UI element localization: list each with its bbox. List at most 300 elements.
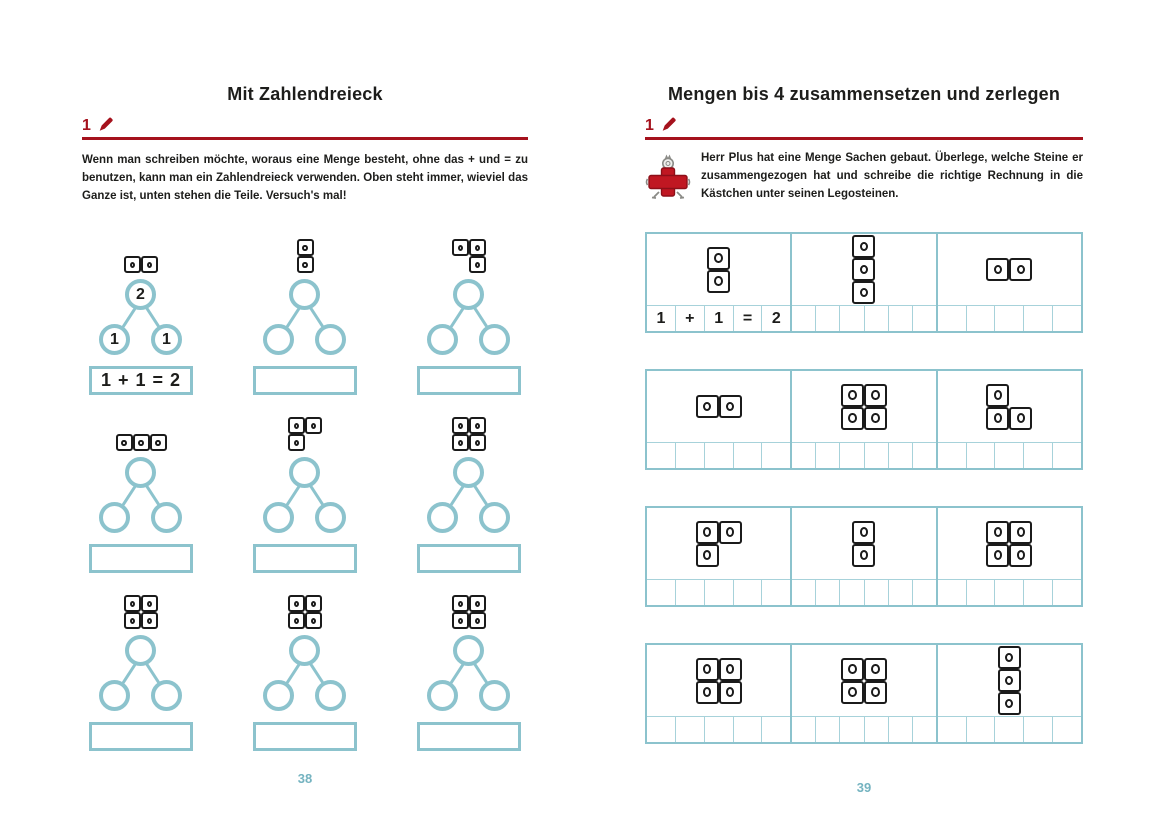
number-triangle-exercise: [246, 587, 364, 751]
answer-strip: [647, 716, 790, 742]
answer-square[interactable]: 2: [761, 306, 790, 331]
answer-strip: [792, 579, 935, 605]
answer-box[interactable]: [253, 366, 357, 396]
triangle-top-circle[interactable]: [289, 457, 320, 488]
stud-icon: [294, 423, 300, 430]
stud-icon: [871, 413, 879, 423]
brick-unit: [707, 270, 730, 293]
lego-brick-icon: [297, 239, 314, 273]
stud-icon: [475, 262, 481, 269]
triangle-line: [286, 662, 302, 684]
answer-square[interactable]: [1052, 717, 1081, 742]
answer-square[interactable]: [912, 443, 936, 468]
pencil-icon: [660, 115, 678, 133]
answer-square[interactable]: [815, 306, 839, 331]
page-number-right: 39: [856, 780, 872, 795]
brick-unit: [852, 521, 875, 544]
triangle-top-circle[interactable]: [289, 279, 320, 310]
answer-square[interactable]: [733, 717, 762, 742]
triangle-line: [450, 306, 466, 328]
answer-square[interactable]: [938, 306, 966, 331]
lego-picture: [792, 234, 935, 305]
answer-square[interactable]: [888, 443, 912, 468]
brick-unit: [852, 544, 875, 567]
stud-icon: [1005, 653, 1013, 663]
stud-icon: [475, 440, 481, 447]
triangle-top-circle[interactable]: [453, 279, 484, 310]
answer-box[interactable]: [89, 544, 193, 574]
brick-unit: [124, 595, 141, 612]
stud-icon: [714, 276, 722, 286]
answer-square[interactable]: [994, 717, 1023, 742]
page-left: [82, 84, 528, 786]
triangle-right-circle[interactable]: [479, 680, 510, 711]
brick-unit: [696, 544, 719, 567]
answer-square[interactable]: [675, 717, 704, 742]
triangle-right-circle[interactable]: [151, 502, 182, 533]
brick-unit: [452, 239, 469, 256]
brick-unit: [452, 595, 469, 612]
lego-brick-icon: [696, 658, 742, 704]
triangle-left-circle[interactable]: 1: [99, 324, 130, 355]
answer-box[interactable]: [89, 722, 193, 752]
answer-square[interactable]: [647, 443, 675, 468]
stud-icon: [475, 618, 481, 625]
number-triangle: [421, 279, 517, 355]
brick-slot: [297, 231, 314, 273]
brick-slot: [124, 587, 158, 629]
answer-box[interactable]: [417, 544, 521, 574]
lego-brick-icon: [707, 247, 730, 293]
number-triangle: [93, 279, 189, 355]
lego-cell: [790, 645, 935, 742]
answer-square[interactable]: [761, 580, 790, 605]
brick-unit: [288, 417, 305, 434]
triangle-line: [286, 484, 302, 506]
answer-square[interactable]: [792, 443, 815, 468]
lego-cell: [936, 234, 1081, 331]
lego-cell: [790, 234, 935, 331]
brick-unit: [852, 258, 875, 281]
brick-unit: [998, 646, 1021, 669]
answer-square[interactable]: [994, 580, 1023, 605]
answer-square[interactable]: [839, 306, 863, 331]
answer-box[interactable]: [417, 722, 521, 752]
answer-square[interactable]: [792, 717, 815, 742]
answer-square[interactable]: [761, 443, 790, 468]
brick-unit: [469, 434, 486, 451]
lego-cell: [790, 508, 935, 605]
answer-square[interactable]: [733, 580, 762, 605]
number-triangle-exercise: [410, 587, 528, 751]
answer-square[interactable]: [966, 717, 995, 742]
answer-box[interactable]: [253, 722, 357, 752]
brick-unit: [998, 692, 1021, 715]
triangle-line: [450, 484, 466, 506]
triangle-right-circle[interactable]: [479, 502, 510, 533]
number-triangle-exercise: [82, 231, 200, 395]
answer-square[interactable]: [647, 580, 675, 605]
triangle-top-circle[interactable]: [125, 457, 156, 488]
answer-square[interactable]: [994, 443, 1023, 468]
stud-icon: [994, 550, 1002, 560]
answer-square[interactable]: =: [733, 306, 762, 331]
lego-picture: [938, 508, 1081, 579]
answer-square[interactable]: [938, 580, 966, 605]
answer-box[interactable]: 1 + 1 = 2: [89, 366, 193, 396]
brick-unit: [986, 384, 1009, 407]
stud-icon: [726, 527, 734, 537]
answer-box[interactable]: [253, 544, 357, 574]
triangle-top-circle[interactable]: [453, 635, 484, 666]
answer-square[interactable]: [864, 717, 888, 742]
stud-icon: [994, 413, 1002, 423]
stud-icon: [848, 687, 856, 697]
number-triangle-exercise: [410, 409, 528, 573]
triangle-right-circle[interactable]: 1: [151, 324, 182, 355]
lego-brick-icon: [986, 521, 1032, 567]
page-number-left: 38: [297, 771, 313, 787]
stud-icon: [1017, 550, 1025, 560]
stud-icon: [703, 664, 711, 674]
brick-unit: [1009, 544, 1032, 567]
answer-square[interactable]: [839, 717, 863, 742]
brick-unit: [305, 417, 322, 434]
stud-icon: [994, 390, 1002, 400]
brick-unit: [986, 544, 1009, 567]
stud-icon: [458, 423, 464, 430]
lego-brick-icon: [986, 258, 1032, 281]
brick-unit: [305, 595, 322, 612]
triangle-left-circle[interactable]: [427, 502, 458, 533]
stud-icon: [302, 245, 308, 252]
exercise-number: 1: [82, 117, 91, 134]
stud-icon: [871, 687, 879, 697]
stud-icon: [294, 601, 300, 608]
number-triangle-grid: [82, 231, 528, 751]
page-title: Mengen bis 4 zusammensetzen und zerlegen: [667, 84, 1061, 104]
brick-unit: [1009, 521, 1032, 544]
answer-square[interactable]: [938, 717, 966, 742]
triangle-left-circle[interactable]: [99, 502, 130, 533]
brick-unit: [469, 417, 486, 434]
answer-strip: [938, 442, 1081, 468]
number-triangle-exercise: [246, 409, 364, 573]
lego-brick-icon: [841, 658, 887, 704]
stud-icon: [475, 245, 481, 252]
answer-square[interactable]: [675, 580, 704, 605]
brick-unit: [469, 256, 486, 273]
triangle-left-circle[interactable]: [427, 680, 458, 711]
answer-square[interactable]: [792, 580, 815, 605]
lego-picture: [647, 645, 790, 716]
lego-brick-icon: [986, 384, 1032, 430]
triangle-left-circle[interactable]: [263, 680, 294, 711]
answer-square[interactable]: [864, 306, 888, 331]
brick-unit: [998, 669, 1021, 692]
brick-unit: [841, 407, 864, 430]
answer-strip: [792, 716, 935, 742]
brick-unit: [719, 521, 742, 544]
answer-square[interactable]: +: [675, 306, 704, 331]
stud-icon: [147, 262, 153, 269]
stud-icon: [703, 527, 711, 537]
triangle-top-circle[interactable]: 2: [125, 279, 156, 310]
brick-unit: [719, 395, 742, 418]
stud-icon: [848, 413, 856, 423]
answer-strip: [938, 579, 1081, 605]
answer-square[interactable]: [912, 717, 936, 742]
stud-icon: [458, 245, 464, 252]
lego-brick-icon: [452, 417, 486, 451]
herr-plus-icon: [645, 152, 691, 204]
brick-unit: [469, 239, 486, 256]
stud-icon: [1005, 676, 1013, 686]
lego-brick-icon: [852, 521, 875, 567]
answer-square[interactable]: [704, 443, 733, 468]
brick-unit: [841, 681, 864, 704]
brick-unit: [469, 595, 486, 612]
stud-icon: [714, 253, 722, 263]
answer-square[interactable]: [1023, 443, 1052, 468]
triangle-line: [122, 306, 138, 328]
answer-square[interactable]: 1: [656, 309, 666, 327]
lego-picture: [792, 371, 935, 442]
lego-cell: [647, 371, 790, 468]
brick-slot: [288, 409, 322, 451]
exercise-number: 1: [645, 117, 654, 134]
answer-square[interactable]: [761, 717, 790, 742]
brick-unit: [707, 247, 730, 270]
brick-unit: [1009, 258, 1032, 281]
brick-unit: [469, 612, 486, 629]
lego-brick-icon: [288, 417, 322, 451]
stud-icon: [871, 664, 879, 674]
answer-square[interactable]: [938, 443, 966, 468]
stud-icon: [994, 265, 1002, 275]
answer-square[interactable]: [1052, 443, 1081, 468]
brick-unit: [288, 434, 305, 451]
brick-unit: [141, 612, 158, 629]
stud-icon: [458, 601, 464, 608]
answer-strip: [647, 305, 790, 331]
triangle-left-circle[interactable]: [99, 680, 130, 711]
stud-icon: [703, 550, 711, 560]
stud-icon: [458, 618, 464, 625]
answer-square[interactable]: [888, 580, 912, 605]
lego-cell: [936, 371, 1081, 468]
answer-square[interactable]: [792, 306, 815, 331]
brick-unit: [288, 612, 305, 629]
lego-cell: [936, 645, 1081, 742]
lego-picture: [792, 645, 935, 716]
brick-unit: [452, 612, 469, 629]
answer-square[interactable]: [1052, 580, 1081, 605]
answer-square[interactable]: [839, 443, 863, 468]
lego-brick-icon: [998, 646, 1021, 715]
lego-row: [645, 232, 1083, 333]
brick-unit: [841, 384, 864, 407]
page-right: [645, 84, 1083, 795]
lego-row: [645, 643, 1083, 744]
lego-row: [645, 506, 1083, 607]
triangle-right-circle[interactable]: [151, 680, 182, 711]
stud-icon: [121, 440, 127, 447]
instruction-text: Wenn man schreiben möchte, woraus eine Menge besteht, ohne das + und = zu benutzen, kann man ein Zahlendreieck verwenden. Oben steht immer, wieviel das Ganze ist, unten stehen die Teile. Versuch's mal!: [82, 154, 528, 202]
brick-unit: [986, 407, 1009, 430]
lego-picture: [647, 234, 790, 305]
answer-square[interactable]: [675, 443, 704, 468]
answer-square[interactable]: [704, 580, 733, 605]
stud-icon: [138, 440, 144, 447]
triangle-top-circle[interactable]: [453, 457, 484, 488]
answer-strip: [792, 442, 935, 468]
triangle-right-circle[interactable]: [315, 502, 346, 533]
answer-square[interactable]: [864, 443, 888, 468]
triangle-left-circle[interactable]: [427, 324, 458, 355]
brick-unit: [986, 258, 1009, 281]
answer-square[interactable]: [888, 306, 912, 331]
triangle-top-circle[interactable]: [125, 635, 156, 666]
number-triangle: [421, 457, 517, 533]
brick-unit: [141, 595, 158, 612]
lego-picture: [647, 371, 790, 442]
answer-square[interactable]: [966, 306, 995, 331]
stud-icon: [848, 664, 856, 674]
triangle-right-circle[interactable]: [315, 680, 346, 711]
brick-unit: [116, 434, 133, 451]
exercise-header: [645, 115, 1083, 140]
brick-unit: [305, 612, 322, 629]
answer-square[interactable]: [647, 717, 675, 742]
answer-square[interactable]: [912, 306, 936, 331]
stud-icon: [294, 440, 300, 447]
lego-picture: [647, 508, 790, 579]
answer-square[interactable]: [966, 443, 995, 468]
lego-brick-icon: [852, 235, 875, 304]
answer-square[interactable]: [994, 306, 1023, 331]
lego-brick-icon: [124, 256, 158, 273]
answer-square[interactable]: [815, 717, 839, 742]
brick-slot: [452, 409, 486, 451]
number-triangle-exercise: [82, 587, 200, 751]
number-triangle-exercise: [82, 409, 200, 573]
brick-unit: [852, 281, 875, 304]
brick-unit: [141, 256, 158, 273]
triangle-top-circle[interactable]: [289, 635, 320, 666]
lego-brick-icon: [841, 384, 887, 430]
answer-square[interactable]: [733, 443, 762, 468]
answer-square[interactable]: [1052, 306, 1081, 331]
stud-icon: [1017, 265, 1025, 275]
stud-icon: [726, 687, 734, 697]
stud-icon: [311, 423, 317, 430]
answer-square[interactable]: [966, 580, 995, 605]
triangle-left-circle[interactable]: [263, 324, 294, 355]
stud-icon: [155, 440, 161, 447]
answer-strip: [938, 305, 1081, 331]
answer-square[interactable]: [815, 443, 839, 468]
brick-slot: [288, 587, 322, 629]
brick-unit: [864, 681, 887, 704]
triangle-line: [122, 484, 138, 506]
lego-row: [645, 369, 1083, 470]
answer-square[interactable]: [815, 580, 839, 605]
brick-unit: [696, 521, 719, 544]
exercise-header: [82, 115, 528, 140]
triangle-line: [450, 662, 466, 684]
brick-unit: [864, 407, 887, 430]
lego-brick-icon: [696, 395, 742, 418]
page-title: Mit Zahlendreieck: [227, 84, 383, 104]
brick-unit: [297, 256, 314, 273]
stud-icon: [726, 664, 734, 674]
brick-unit: [297, 239, 314, 256]
number-triangle: [257, 457, 353, 533]
triangle-right-circle[interactable]: [315, 324, 346, 355]
answer-square[interactable]: [912, 580, 936, 605]
brick-slot: [116, 409, 167, 451]
lego-brick-icon: [288, 595, 322, 629]
stud-icon: [860, 288, 868, 298]
lego-cell: [790, 371, 935, 468]
triangle-line: [286, 306, 302, 328]
lego-brick-icon: [116, 434, 167, 451]
answer-square[interactable]: [864, 580, 888, 605]
lego-picture: [938, 645, 1081, 716]
brick-unit: [986, 521, 1009, 544]
answer-box[interactable]: [417, 366, 521, 396]
triangle-left-circle[interactable]: [263, 502, 294, 533]
stud-icon: [848, 390, 856, 400]
answer-square[interactable]: [888, 717, 912, 742]
lego-picture: [938, 234, 1081, 305]
number-triangle: [421, 635, 517, 711]
answer-square[interactable]: 1: [704, 306, 733, 331]
brick-unit: [864, 384, 887, 407]
brick-unit: [150, 434, 167, 451]
brick-unit: [696, 395, 719, 418]
answer-square[interactable]: [1023, 580, 1052, 605]
lego-cell: [647, 645, 790, 742]
answer-square[interactable]: [839, 580, 863, 605]
stud-icon: [1005, 699, 1013, 709]
instruction-row: [645, 150, 1083, 204]
brick-unit: [133, 434, 150, 451]
answer-square[interactable]: [1023, 306, 1052, 331]
answer-square[interactable]: [704, 717, 733, 742]
stud-icon: [703, 687, 711, 697]
stud-icon: [860, 242, 868, 252]
triangle-right-circle[interactable]: [479, 324, 510, 355]
brick-unit: [696, 658, 719, 681]
number-triangle-exercise: [410, 231, 528, 395]
stud-icon: [147, 618, 153, 625]
stud-icon: [475, 601, 481, 608]
answer-square[interactable]: [1023, 717, 1052, 742]
stud-icon: [703, 402, 711, 412]
lego-cell: [936, 508, 1081, 605]
stud-icon: [147, 601, 153, 608]
brick-unit: [719, 658, 742, 681]
answer-strip: [938, 716, 1081, 742]
stud-icon: [130, 618, 136, 625]
stud-icon: [294, 618, 300, 625]
number-triangle: [93, 457, 189, 533]
lego-equation-rows: [645, 232, 1083, 744]
brick-slot: [124, 231, 158, 273]
stud-icon: [994, 527, 1002, 537]
